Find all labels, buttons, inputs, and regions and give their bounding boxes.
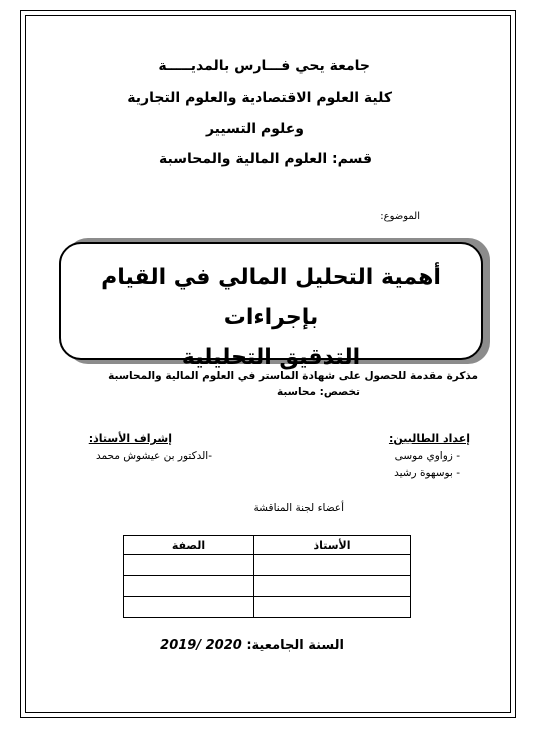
- supervisor-name: -الدكتور بن عيشوش محمد: [95, 450, 212, 462]
- table-header-row: [124, 536, 411, 555]
- table-cell: [124, 576, 254, 597]
- title-line2: التدقيق التحليلية: [181, 345, 361, 370]
- memo-line1: مذكرة مقدمة للحصول على شهادة الماستر في العلوم المالية والمحاسبة: [108, 370, 478, 382]
- table-cell: [254, 555, 411, 576]
- student-name-2: - بوسهوة رشيد: [394, 467, 460, 479]
- academic-year: [160, 638, 344, 653]
- table-row: [124, 576, 411, 597]
- header-professor: الأستاذ: [254, 536, 411, 555]
- student-name-1: - زواوي موسى: [394, 450, 460, 462]
- table-cell: [254, 576, 411, 597]
- academic-year-value: 2019/ 2020: [160, 638, 242, 653]
- table-row: [124, 555, 411, 576]
- department-name: قسم: العلوم المالية والمحاسبة: [159, 151, 372, 167]
- faculty-line2: وعلوم التسيير: [205, 121, 304, 137]
- committee-label: أعضاء لجنة المناقشة: [253, 502, 344, 514]
- specialty-line: تخصص: محاسبة: [276, 386, 360, 398]
- students-label: إعداد الطالبين:: [388, 432, 470, 445]
- title-box: [59, 242, 483, 370]
- topic-label: الموضوع:: [380, 211, 420, 222]
- table-cell: [124, 555, 254, 576]
- university-name: جامعة يحي فـــارس بالمديـــــة: [158, 58, 370, 74]
- supervisor-label: إشراف الأستاذ:: [88, 432, 172, 445]
- academic-year-label: السنة الجامعية:: [246, 638, 344, 653]
- faculty-line1: كلية العلوم الاقتصادية والعلوم التجارية: [127, 90, 392, 106]
- header-role: الصفة: [124, 536, 254, 555]
- table-cell: [124, 597, 254, 618]
- table-row: [124, 597, 411, 618]
- table-cell: [254, 597, 411, 618]
- committee-table: [123, 535, 411, 618]
- title-line1: أهمية التحليل المالي في القيام بإجراءات: [101, 265, 441, 330]
